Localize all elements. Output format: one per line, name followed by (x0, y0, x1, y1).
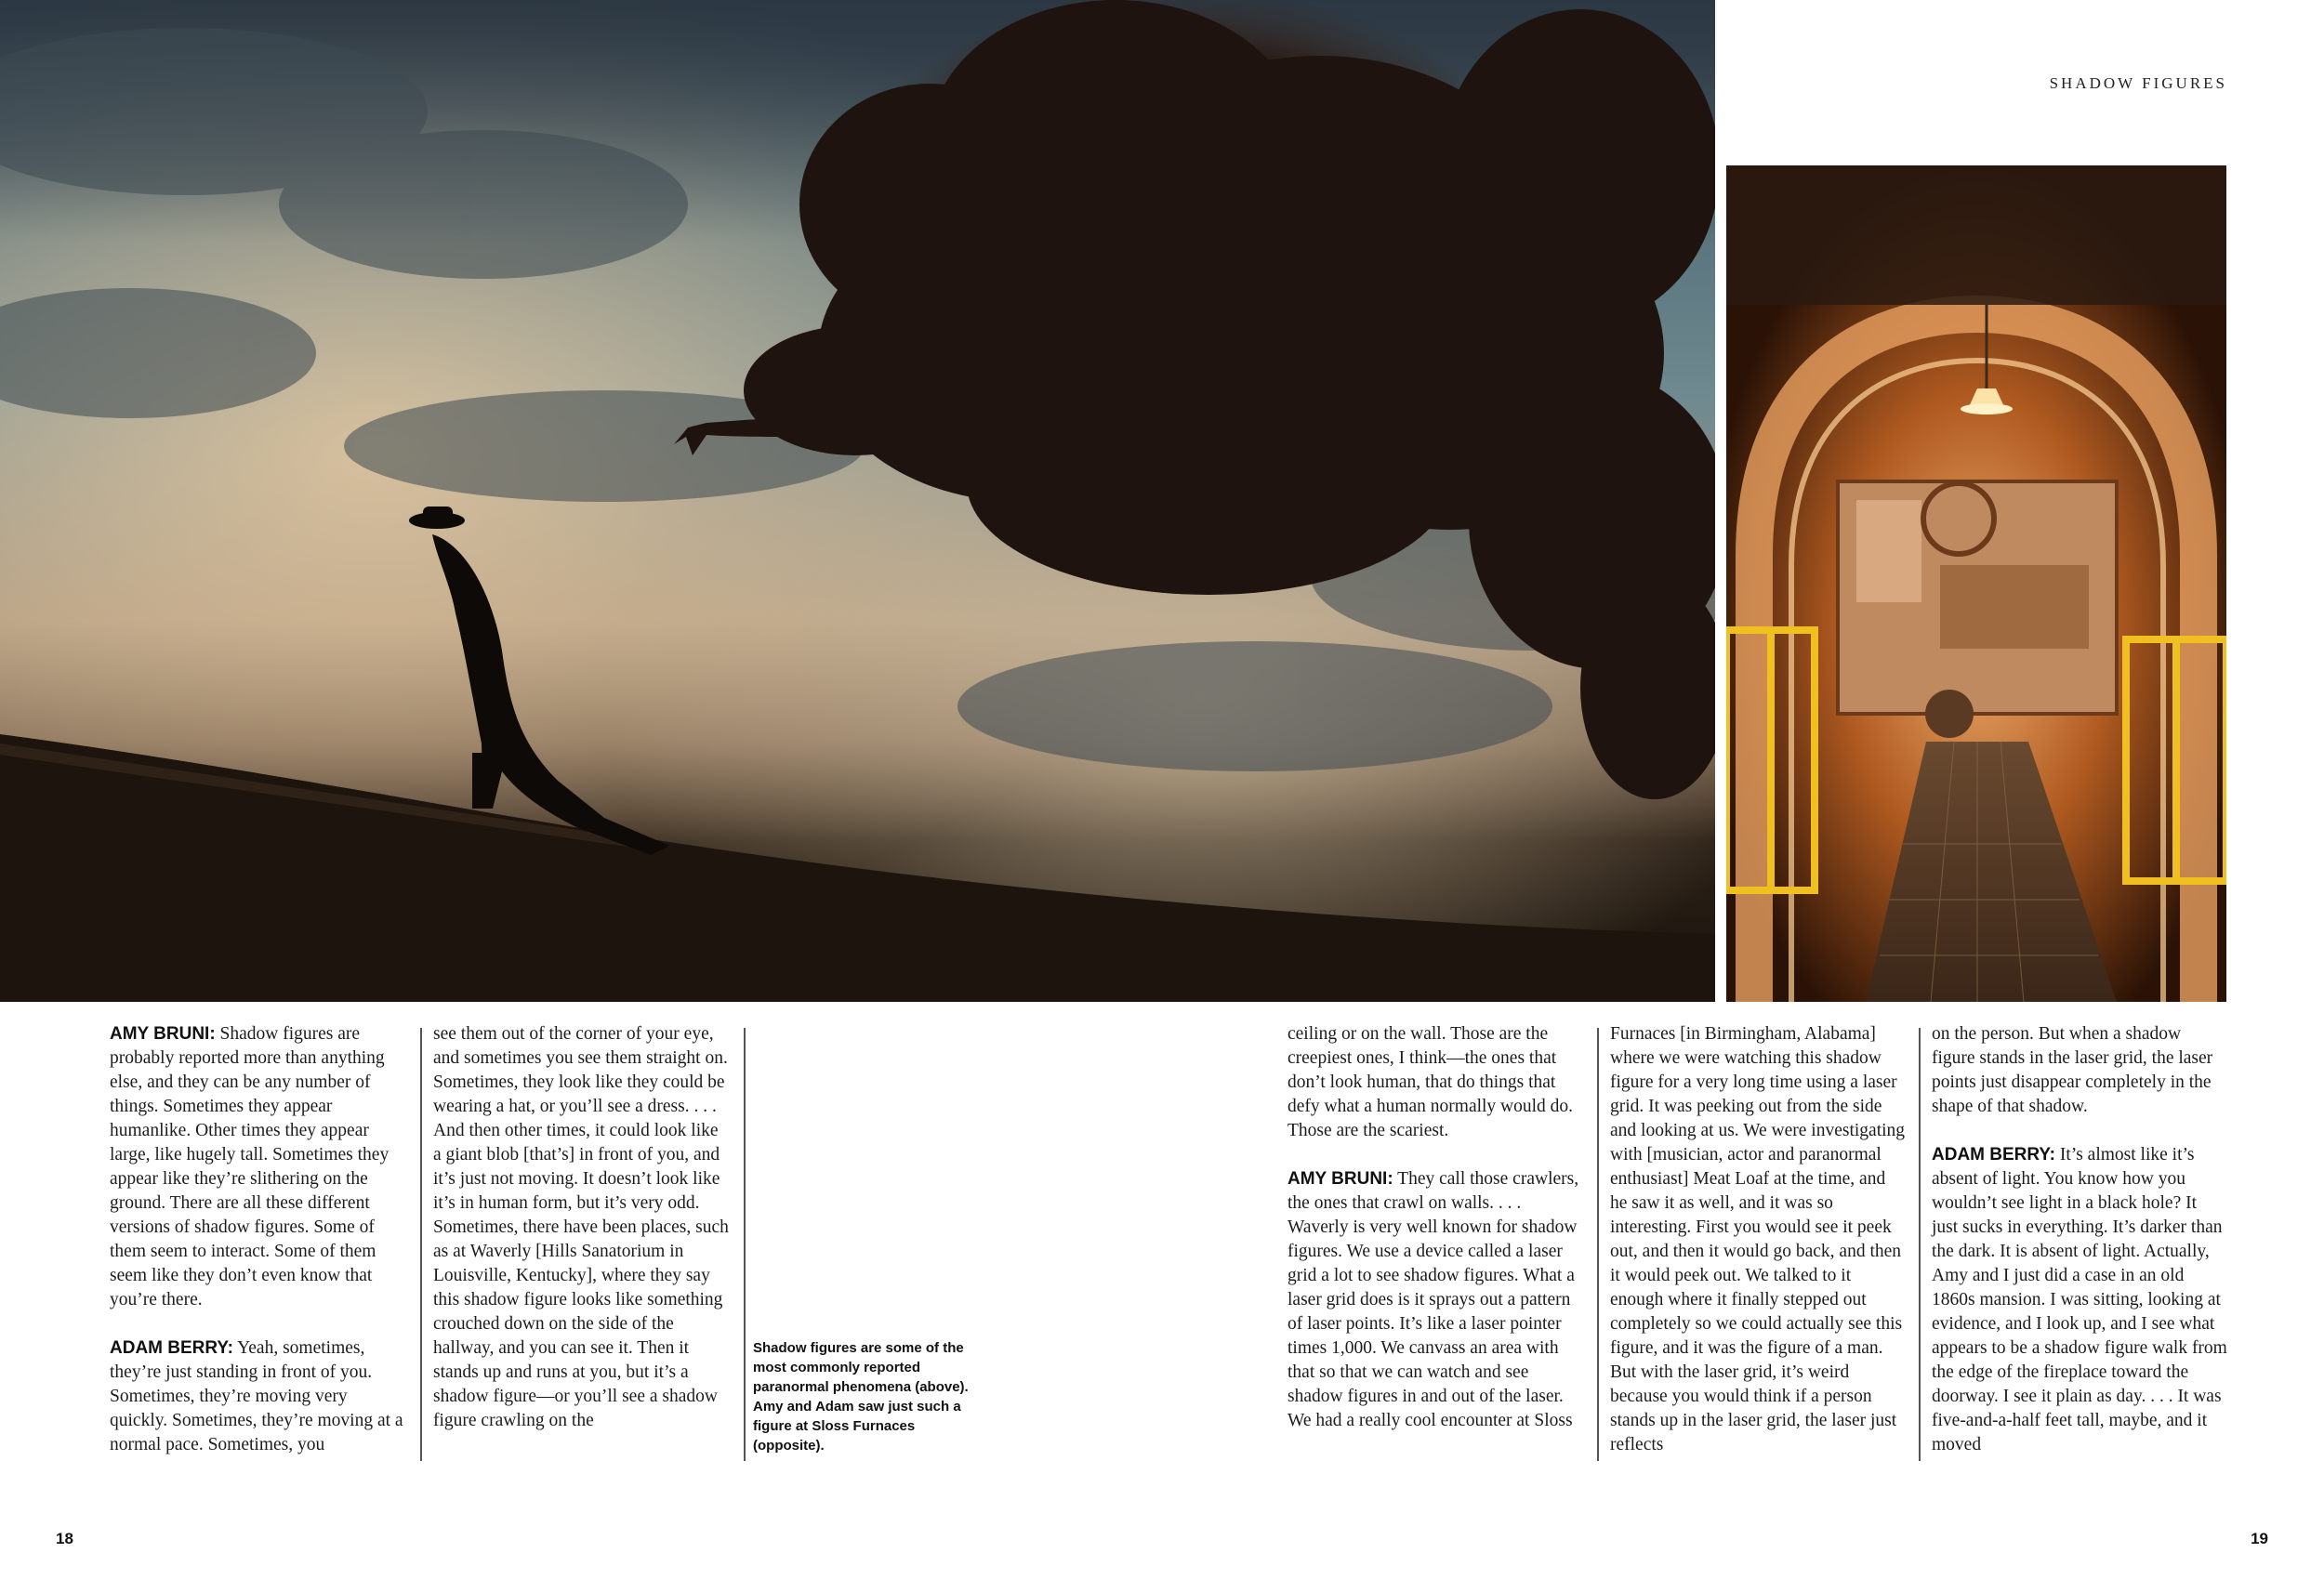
paragraph (110, 1336, 405, 1457)
text-column-5 (1932, 1022, 2227, 1481)
photo-caption: Shadow figures are some of the most commonly reported paranormal phenomena (above). Amy and Adam saw just such a figure at Sloss Furnaces (opposite). (753, 1340, 969, 1454)
paragraph (110, 1022, 405, 1312)
column-rule (1597, 1028, 1599, 1461)
text-column-4 (1610, 1022, 1906, 1481)
paragraph-text: It’s almost like it’s absent of light. You know how you wouldn’t see light in a black hole? It just sucks in everything. It’s darker than the dark. It is absent of light. Actually, Amy and I just did a case in an old 1860s mansion. I was sitting, looking at evidence, and I look up, and I see what appears to be a shadow figure walk from the edge of the fireplace toward the doorway. I see it plain as day. . . . It was five-and-a-half feet tall, maybe, and it moved (1932, 1145, 2227, 1454)
paragraph-text: Yeah, sometimes, they’re just standing in front of you. Sometimes, they’re moving very quickly. Sometimes, they’re moving at a normal pace. Sometimes, you (110, 1338, 403, 1454)
running-head: SHADOW FIGURES (2049, 74, 2227, 92)
sloss-furnaces-tunnel-photo (1726, 165, 2226, 1002)
text-column-2 (433, 1022, 729, 1457)
page-number-left: 18 (56, 1530, 73, 1547)
paragraph (1287, 1022, 1583, 1143)
page-number-right: 19 (2251, 1530, 2268, 1547)
column-rule (744, 1028, 746, 1461)
paragraph-text: see them out of the corner of your eye, and sometimes you see them straight on. Sometimes, they look like they could be wearing a hat, or you’ll see a dress. . . . And then other times, it could look like a giant blob [that’s] in front of you, and it’s just not moving. It doesn’t look like it’s in human form, but it’s very odd. Sometimes, there have been places, such as at Waverly [Hills Sanatorium in Louisville, Kentucky], where they say this shadow figure looks like something crouched down on the side of the hallway, and you can see it. Then it stands up and runs at you, but it’s a shadow figure—or you’ll see a shadow figure crawling on the (433, 1024, 729, 1430)
paragraph (1932, 1022, 2227, 1119)
paragraph-text: ceiling or on the wall. Those are the creepiest ones, I think—the ones that don’t look human, that do things that defy what a human normally would do. Those are the scariest. (1287, 1024, 1574, 1140)
speaker-label: AMY BRUNI: (110, 1024, 216, 1044)
paragraph (1287, 1167, 1583, 1433)
speaker-label: ADAM BERRY: (1932, 1145, 2055, 1165)
paragraph-text: They call those crawlers, the ones that crawl on walls. . . . Waverly is very well known for shadow figures. We use a device called a laser grid a lot to see shadow figures. What a laser grid does is it sprays out a pattern of laser points. It’s like a laser pointer times 1,000. We canvass an area with that so that we can watch and see shadow figures in and out of the laser. We had a really cool encounter at Sloss (1287, 1169, 1579, 1430)
paragraph (433, 1022, 729, 1433)
paragraph (1610, 1022, 1906, 1457)
column-rule (1919, 1028, 1921, 1461)
hero-photo-shadow-figure (0, 0, 1715, 1002)
column-rule (420, 1028, 422, 1461)
speaker-label: AMY BRUNI: (1287, 1169, 1393, 1189)
text-column-1 (110, 1022, 405, 1481)
speaker-label: ADAM BERRY: (110, 1338, 233, 1358)
text-column-3 (1287, 1022, 1583, 1457)
paragraph-text: on the person. But when a shadow figure stands in the laser grid, the laser points just disappear completely in the shape of that shadow. (1932, 1024, 2213, 1116)
paragraph-text: Furnaces [in Birmingham, Alabama] where we were watching this shadow figure for a very long time using a laser grid. It was peeking out from the side and looking at us. We were investigating with [musician, actor and paranormal enthusiast] Meat Loaf at the time, and he saw it as well, and it was so interesting. First you would see it peek out, and then it would go back, and then it would peek out. We talked to it enough where it finally stepped out completely so we could actually see this figure, and it was the figure of a man. But with the laser grid, it’s weird because you would think if a person stands up in the laser grid, the laser just reflects (1610, 1024, 1906, 1454)
paragraph-text: Shadow figures are probably reported more than anything else, and they can be any number of things. Sometimes they appear humanlike. Other times they appear large, like hugely tall. Sometimes they appear like they’re slithering on the ground. There are all these different versions of shadow figures. Some of them seem to interact. Some of them seem like they don’t even know that you’re there. (110, 1024, 390, 1309)
paragraph (1932, 1143, 2227, 1457)
